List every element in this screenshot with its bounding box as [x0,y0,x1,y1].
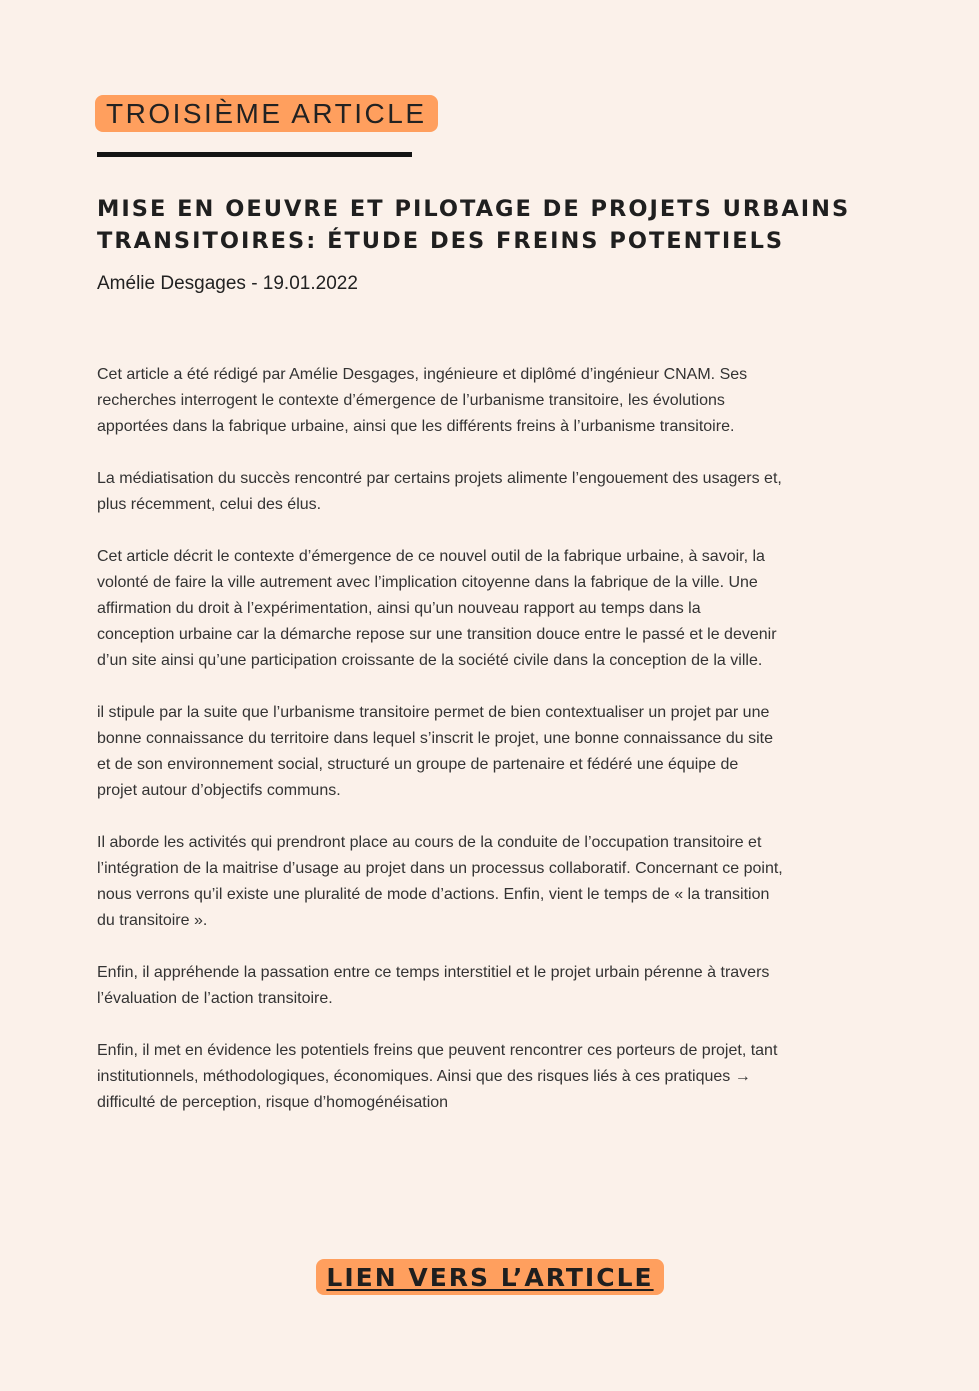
link-container [0,1259,979,1295]
title-line: TRANSITOIRES: ÉTUDE DES FREINS POTENTIELS [97,228,785,254]
byline: Amélie Desgages - 19.01.2022 [97,273,358,294]
paragraph-line: du transitoire ». [97,912,208,929]
paragraph-line: Enfin, il appréhende la passation entre ce temps interstitiel et le projet urbain pérenne à travers [97,964,770,981]
paragraph-line: d’un site ainsi qu’une participation croissante de la société civile dans la conception de la ville. [97,652,763,669]
paragraph-line: recherches interrogent le contexte d’émergence de l’urbanisme transitoire, les évolutions [97,392,725,409]
paragraph-line: et de son environnement social, structuré un groupe de partenaire et fédéré une équipe de [97,756,739,773]
paragraph-line: Cet article décrit le contexte d’émergence de ce nouvel outil de la fabrique urbaine, à savoir, la [97,548,765,565]
body-paragraph [97,960,897,1012]
paragraph-line: l’évaluation de l’action transitoire. [97,990,333,1007]
title-line: MISE EN OEUVRE ET PILOTAGE DE PROJETS URBAINS [97,196,851,222]
body-paragraph [97,362,897,440]
body-paragraph [97,830,897,934]
body-paragraph [97,466,897,518]
paragraph-line: plus récemment, celui des élus. [97,496,322,513]
paragraph-line: affirmation du droit à l’expérimentation, ainsi qu’un nouveau rapport au temps dans la [97,600,701,617]
section-tag: TROISIÈME ARTICLE [95,95,438,132]
body-paragraph [97,700,897,804]
article-title [97,193,897,257]
body-paragraph [97,544,897,674]
paragraph-line: institutionnels, méthodologiques, économiques. Ainsi que des risques liés à ces pratiques → [97,1068,751,1085]
paragraph-line: Cet article a été rédigé par Amélie Desgages, ingénieure et diplômé d’ingénieur CNAM. Ses [97,366,748,383]
article-link-button[interactable]: LIEN VERS L’ARTICLE [316,1259,663,1295]
paragraph-line: conception urbaine car la démarche repose sur une transition douce entre le passé et le devenir [97,626,777,643]
divider [97,152,412,157]
paragraph-line: Enfin, il met en évidence les potentiels freins que peuvent rencontrer ces porteurs de projet, tant [97,1042,778,1059]
paragraph-line: projet autour d’objectifs communs. [97,782,341,799]
paragraph-line: apportées dans la fabrique urbaine, ainsi que les différents freins à l’urbanisme transitoire. [97,418,735,435]
paragraph-line: il stipule par la suite que l’urbanisme transitoire permet de bien contextualiser un projet par une [97,704,770,721]
paragraph-line: bonne connaissance du territoire dans lequel s’inscrit le projet, une bonne connaissance du site [97,730,773,747]
body-paragraph [97,1038,897,1116]
article-body [97,362,897,1142]
paragraph-line: l’intégration de la maitrise d’usage au projet dans un processus collaboratif. Concernant ce point, [97,860,783,877]
paragraph-line: nous verrons qu’il existe une pluralité de mode d’actions. Enfin, vient le temps de « la transition [97,886,770,903]
paragraph-line: Il aborde les activités qui prendront place au cours de la conduite de l’occupation transitoire et [97,834,762,851]
paragraph-line: volonté de faire la ville autrement avec l’implication citoyenne dans la fabrique de la ville. Une [97,574,758,591]
paragraph-line: La médiatisation du succès rencontré par certains projets alimente l’engouement des usagers et, [97,470,782,487]
paragraph-line: difficulté de perception, risque d’homogénéisation [97,1094,449,1111]
